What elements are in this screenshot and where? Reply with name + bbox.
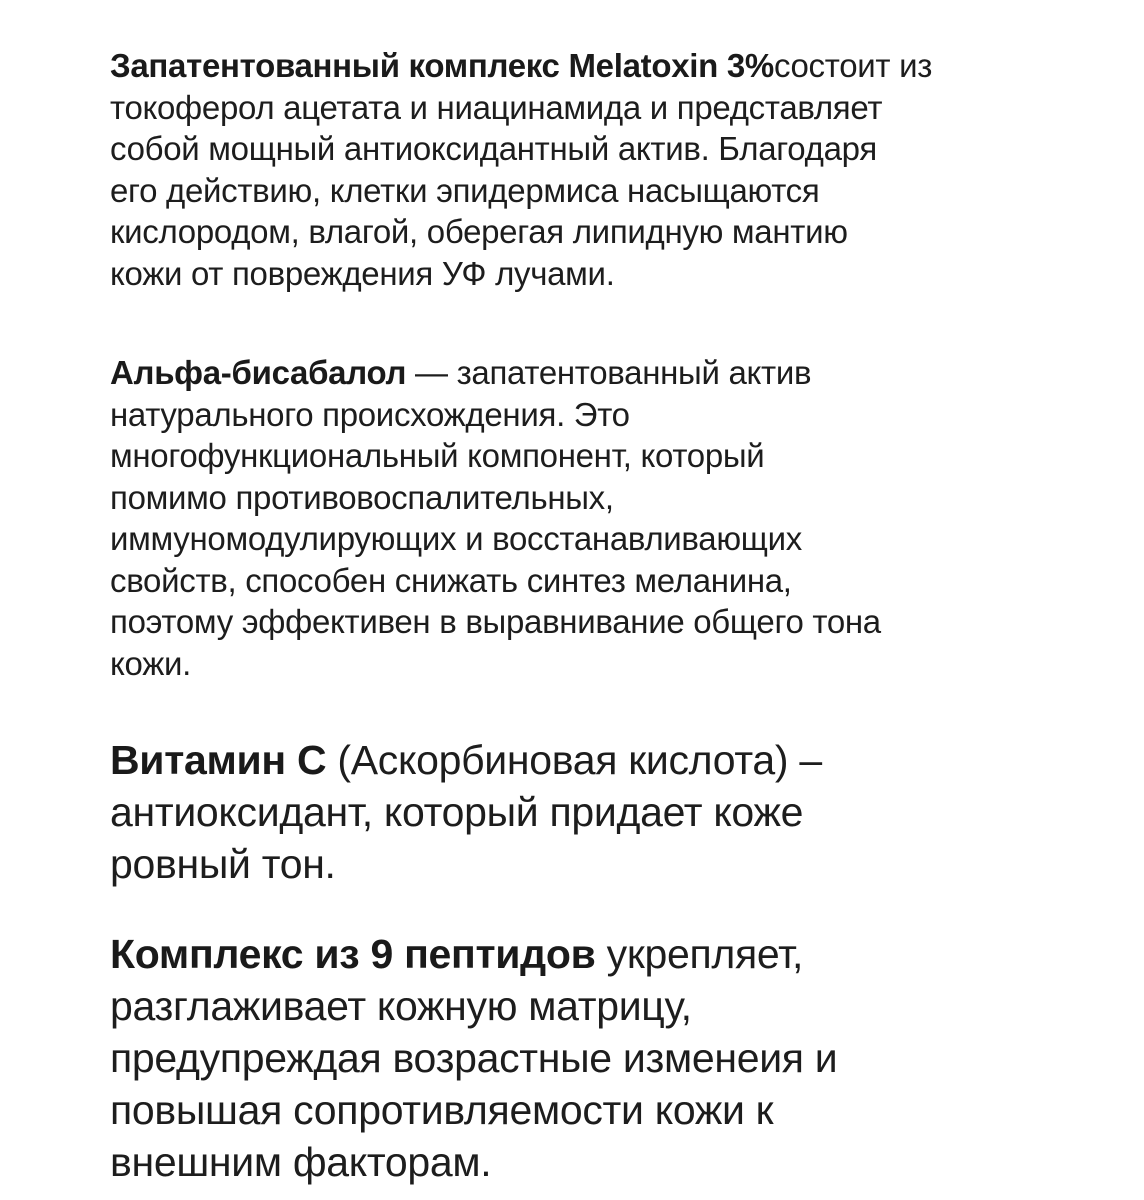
text-line: его действию, клетки эпидермиса насыщаются — [110, 171, 820, 209]
text-line: иммуномодулирующих и восстанавливающих — [110, 520, 802, 557]
text-line: Витамин С (Аскорбиновая кислота) – — [110, 737, 822, 783]
text-line: кожи от повреждения УФ лучами. — [110, 254, 615, 292]
text-line: Альфа-бисабалол — запатентованный актив — [110, 354, 812, 391]
text-line: внешним факторам. — [110, 1139, 492, 1185]
bold-term: Запатентованный комплекс Melatoxin 3% — [110, 47, 774, 84]
text-line: натурального происхождения. Это — [110, 395, 630, 433]
paragraph-bisabolol — [110, 352, 1070, 684]
bold-term: Альфа-бисабалол — [110, 354, 407, 391]
text-line: помимо противовоспалительных, — [110, 478, 614, 516]
text-line: антиоксидант, который придает коже — [110, 789, 804, 835]
text-line: разглаживает кожную матрицу, — [110, 983, 692, 1029]
text-line: свойств, способен снижать синтез меланина, — [110, 561, 792, 599]
text-line: поэтому эффективен в выравнивание общего тона — [110, 603, 881, 640]
text-line: многофункциональный компонент, который — [110, 437, 765, 474]
text-line: токоферол ацетата и ниацинамида и представляет — [110, 88, 883, 126]
bold-term: Комплекс из 9 пептидов — [110, 931, 596, 977]
paragraph-melatoxin — [110, 45, 1070, 294]
text-line: Запатентованный комплекс Melatoxin 3%состоит из — [110, 47, 933, 84]
text-line: кислородом, влагой, оберегая липидную мантию — [110, 213, 848, 250]
text-line: предупреждая возрастные изменеия и — [110, 1035, 838, 1081]
bold-term: Витамин С — [110, 737, 327, 783]
paragraph-peptides — [110, 928, 1070, 1188]
text-line: Комплекс из 9 пептидов укрепляет, — [110, 931, 804, 977]
text-line: собой мощный антиоксидантный актив. Благодаря — [110, 130, 877, 167]
paragraph-vitamin-c — [110, 734, 1070, 890]
text-line: кожи. — [110, 644, 191, 682]
text-line: повышая сопротивляемости кожи к — [110, 1087, 774, 1133]
text-line: ровный тон. — [110, 841, 336, 887]
